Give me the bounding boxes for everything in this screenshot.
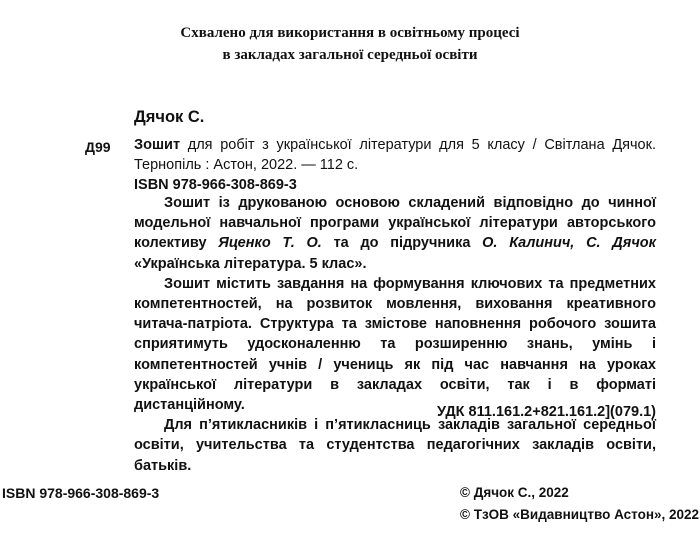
book-title: Зошит: [134, 137, 181, 153]
author-name: Дячок С.: [134, 108, 205, 126]
copyright-author: © Дячок С., 2022: [460, 485, 569, 500]
approval-line-2: в закладах загальної середньої освіти: [222, 47, 478, 63]
abstract-paragraph-2: Зошит містить завдання на формування ключових та предметних компетентностей, на розвиток мовлення, виховання креативного читача-патріота. Структура та змістове наповнення робочого зошита сприятимуть удосконаленню та розширенню знань, умінь і компетентностей учнів / учениць як під час навчання на уроках української літератури в закладах освіти, так і в форматі дистанційному.: [134, 275, 656, 414]
abstract-p1-author-1: Яценко Т. О.: [218, 235, 322, 252]
bibliographic-record: [134, 135, 656, 195]
approval-header: [0, 22, 700, 66]
bibliographic-isbn: ISBN 978-966-308-869-3: [134, 177, 297, 193]
abstract-p1-text-b: та до підручника: [321, 235, 483, 252]
copyright-publisher: © ТзОВ «Видавництво Астон», 2022: [460, 507, 700, 522]
abstract-p1-text-c: «Українська література. 5 клас».: [134, 255, 367, 272]
approval-line-1: Схвалено для використання в освітньому процесі: [180, 25, 520, 41]
abstract-paragraph-3: Для п’ятикласників і п’ятикласниць закладів загальної середньої освіти, учительства та студентства педагогічних закладів освіти, батьків.: [134, 417, 656, 474]
abstract: [134, 193, 656, 476]
bibliographic-details: для робіт з української літератури для 5 класу / Світлана Дячок. Тернопіль : Астон, 2022. — 112 с.: [134, 137, 656, 173]
abstract-p1-author-2: О. Калинич, С. Дячок: [482, 235, 656, 252]
catalog-code: Д99: [85, 139, 111, 155]
isbn-footer: ISBN 978-966-308-869-3: [2, 485, 160, 501]
abstract-p1-text-a: Зошит із друкованою основою складений відповідно до чинної модельної навчальної програми української літератури авторського колективу: [134, 195, 656, 252]
copyright-block: [460, 482, 699, 526]
udk-code: УДК 811.161.2+821.161.2](079.1): [437, 404, 656, 420]
abstract-paragraph-1: [134, 193, 656, 274]
